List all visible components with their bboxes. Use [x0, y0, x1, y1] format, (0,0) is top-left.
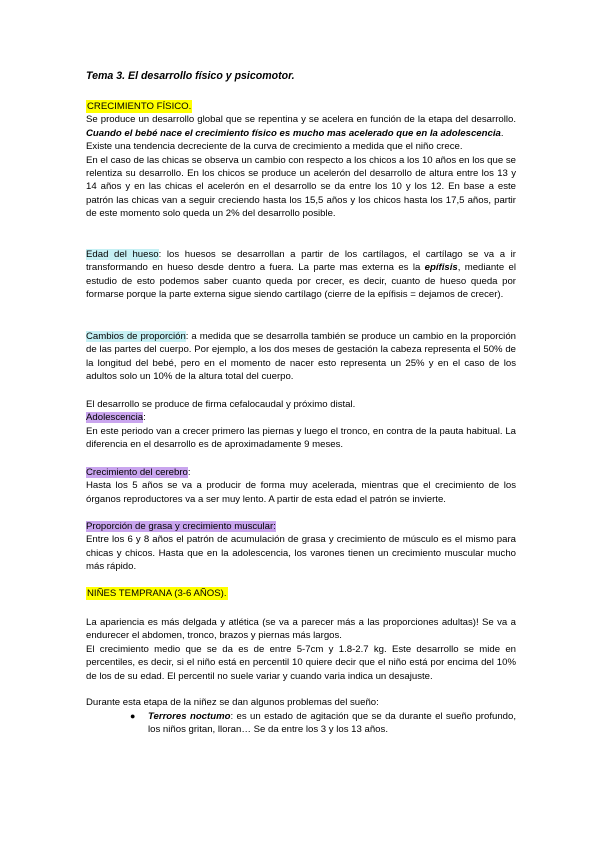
list-item: [130, 710, 516, 737]
hueso-term-epifisis: epífisis: [424, 262, 458, 274]
crecimiento-p1-text: Se produce un desarrollo global que se repentina y se acelera en función de la etapa del desarrollo.: [86, 114, 516, 126]
grasa-text: Entre los 6 y 8 años el patrón de acumulación de grasa y crecimiento de músculo es el mismo para chicas y chicos. Hasta que en la adolescencia, los varones tienen un crecimiento muscular mucho más rápido.: [86, 534, 516, 573]
desarrollo-line: El desarrollo se produce de firma cefalocaudal y próximo distal.: [86, 399, 356, 410]
crecimiento-p1-end: .: [500, 127, 504, 139]
cerebro-text: Hasta los 5 años se va a producir de forma muy acelerada, mientras que el crecimiento de los órganos reproductores va a ser muy lento. A partir de esta edad el patrón se invierte.: [86, 480, 516, 505]
section-heading-adolescencia: Adolescencia: [86, 412, 144, 424]
bullet-description: : es un estado de agitación que se da durante el sueño profundo, los niños gritan, lloran… Se da entre los 3 y los 13 años.: [148, 711, 516, 736]
crecimiento-paragraph-2: Existe una tendencia decreciente de la curva de crecimiento a medida que el niño crece.: [86, 141, 463, 153]
bullet-text: [148, 710, 516, 737]
section-ninez: [86, 587, 516, 600]
section-heading-grasa: Proporción de grasa y crecimiento muscular:: [86, 521, 276, 532]
bullet-icon: ●: [130, 711, 136, 721]
section-heading-crecimiento: CRECIMIENTO FÍSICO.: [87, 101, 192, 112]
ninez-paragraph-3: Durante esta etapa de la niñez se dan algunos problemas del sueño:: [86, 697, 379, 709]
section-grasa: [86, 520, 516, 574]
crecimiento-p1-emphasis: Cuando el bebé nace el crecimiento físico es mucho mas acelerado que en la adolescencia: [86, 127, 501, 139]
adolescencia-colon: :: [143, 412, 146, 424]
ninez-paragraph-2: El crecimiento medio que se da es de entre 5-7cm y 1.8-2.7 kg. Este desarrollo se mide en percentiles, es decir, si el niño está en percentil 10 quiere decir que el niño está por encima del 10% de los de su edad. El percentil no suele variar y cuando varia indica un desajuste.: [86, 643, 516, 682]
section-heading-ninez: NIÑES TEMPRANA (3-6 AÑOS).: [87, 588, 227, 599]
section-heading-cerebro: Crecimiento del cerebro: [86, 467, 188, 478]
ninez-paragraph-1: La apariencia es más delgada y atlética (se va a parecer más a las proporciones adultas)! Se va a endurecer el abdomen, tronco, brazos y piernas más largos.: [86, 617, 516, 642]
ninez-content: [86, 616, 516, 709]
crecimiento-paragraph-3: En el caso de las chicas se observa un cambio con respecto a los chicos a los 10 años en los que se relentiza su desarrollo. En los chicos se produce un acelerón del desarrollo de altura entre los 13 y 14 años y en las chicas el acelerón en el desarrollo se da entre los 10 y los 12. En base a este patrón las chicas van a seguir creciendo hasta los 15,5 años y los chicos hasta los 17,5 años, partir de este momento solo queda un 2% del desarrollo posible.: [86, 154, 516, 220]
section-adolescencia: [86, 398, 516, 452]
section-heading-proporcion: Cambios de proporción: [86, 331, 186, 342]
section-heading-hueso: Edad del hueso: [86, 249, 159, 260]
section-hueso: [86, 248, 516, 302]
proporcion-text: : a medida que se desarrolla también se produce un cambio en la proporción de las partes del cuerpo. Por ejemplo, a los dos meses de gestación la cabeza representa el 50% de la longitud del bebé, pero en el momento de nacer esto representa un 25% y en el caso de los adultos solo un 10% de la altura total del cuerpo.: [86, 331, 516, 383]
section-cerebro: [86, 466, 516, 506]
adolescencia-text: En este periodo van a crecer primero las piernas y luego el tronco, en contra de la pauta habitual. La diferencia en el desarrollo es de aproximadamente 9 meses.: [86, 425, 516, 451]
cerebro-colon: :: [187, 467, 191, 478]
bullet-term: Terrores noctumo: [148, 711, 231, 722]
hueso-text-2: , mediante el estudio de esto podemos saber cuanto queda por crecer, es decir, cuanto de hueso queda por formarse porque la parte externa sigue siendo cartílago (cierre de la epífisis = dejamos de crecer).: [86, 262, 516, 301]
crecimiento-paragraph-1: [86, 113, 516, 140]
section-crecimiento: [86, 100, 516, 221]
hueso-text-1: : los huesos se desarrollan a partir de los cartílagos, el cartílago se va a ir transformando en hueso desde dentro a fuera. La parte mas externa es la: [86, 249, 516, 274]
section-proporcion: [86, 330, 516, 384]
page-title: Tema 3. El desarrollo físico y psicomotor.: [86, 70, 295, 82]
